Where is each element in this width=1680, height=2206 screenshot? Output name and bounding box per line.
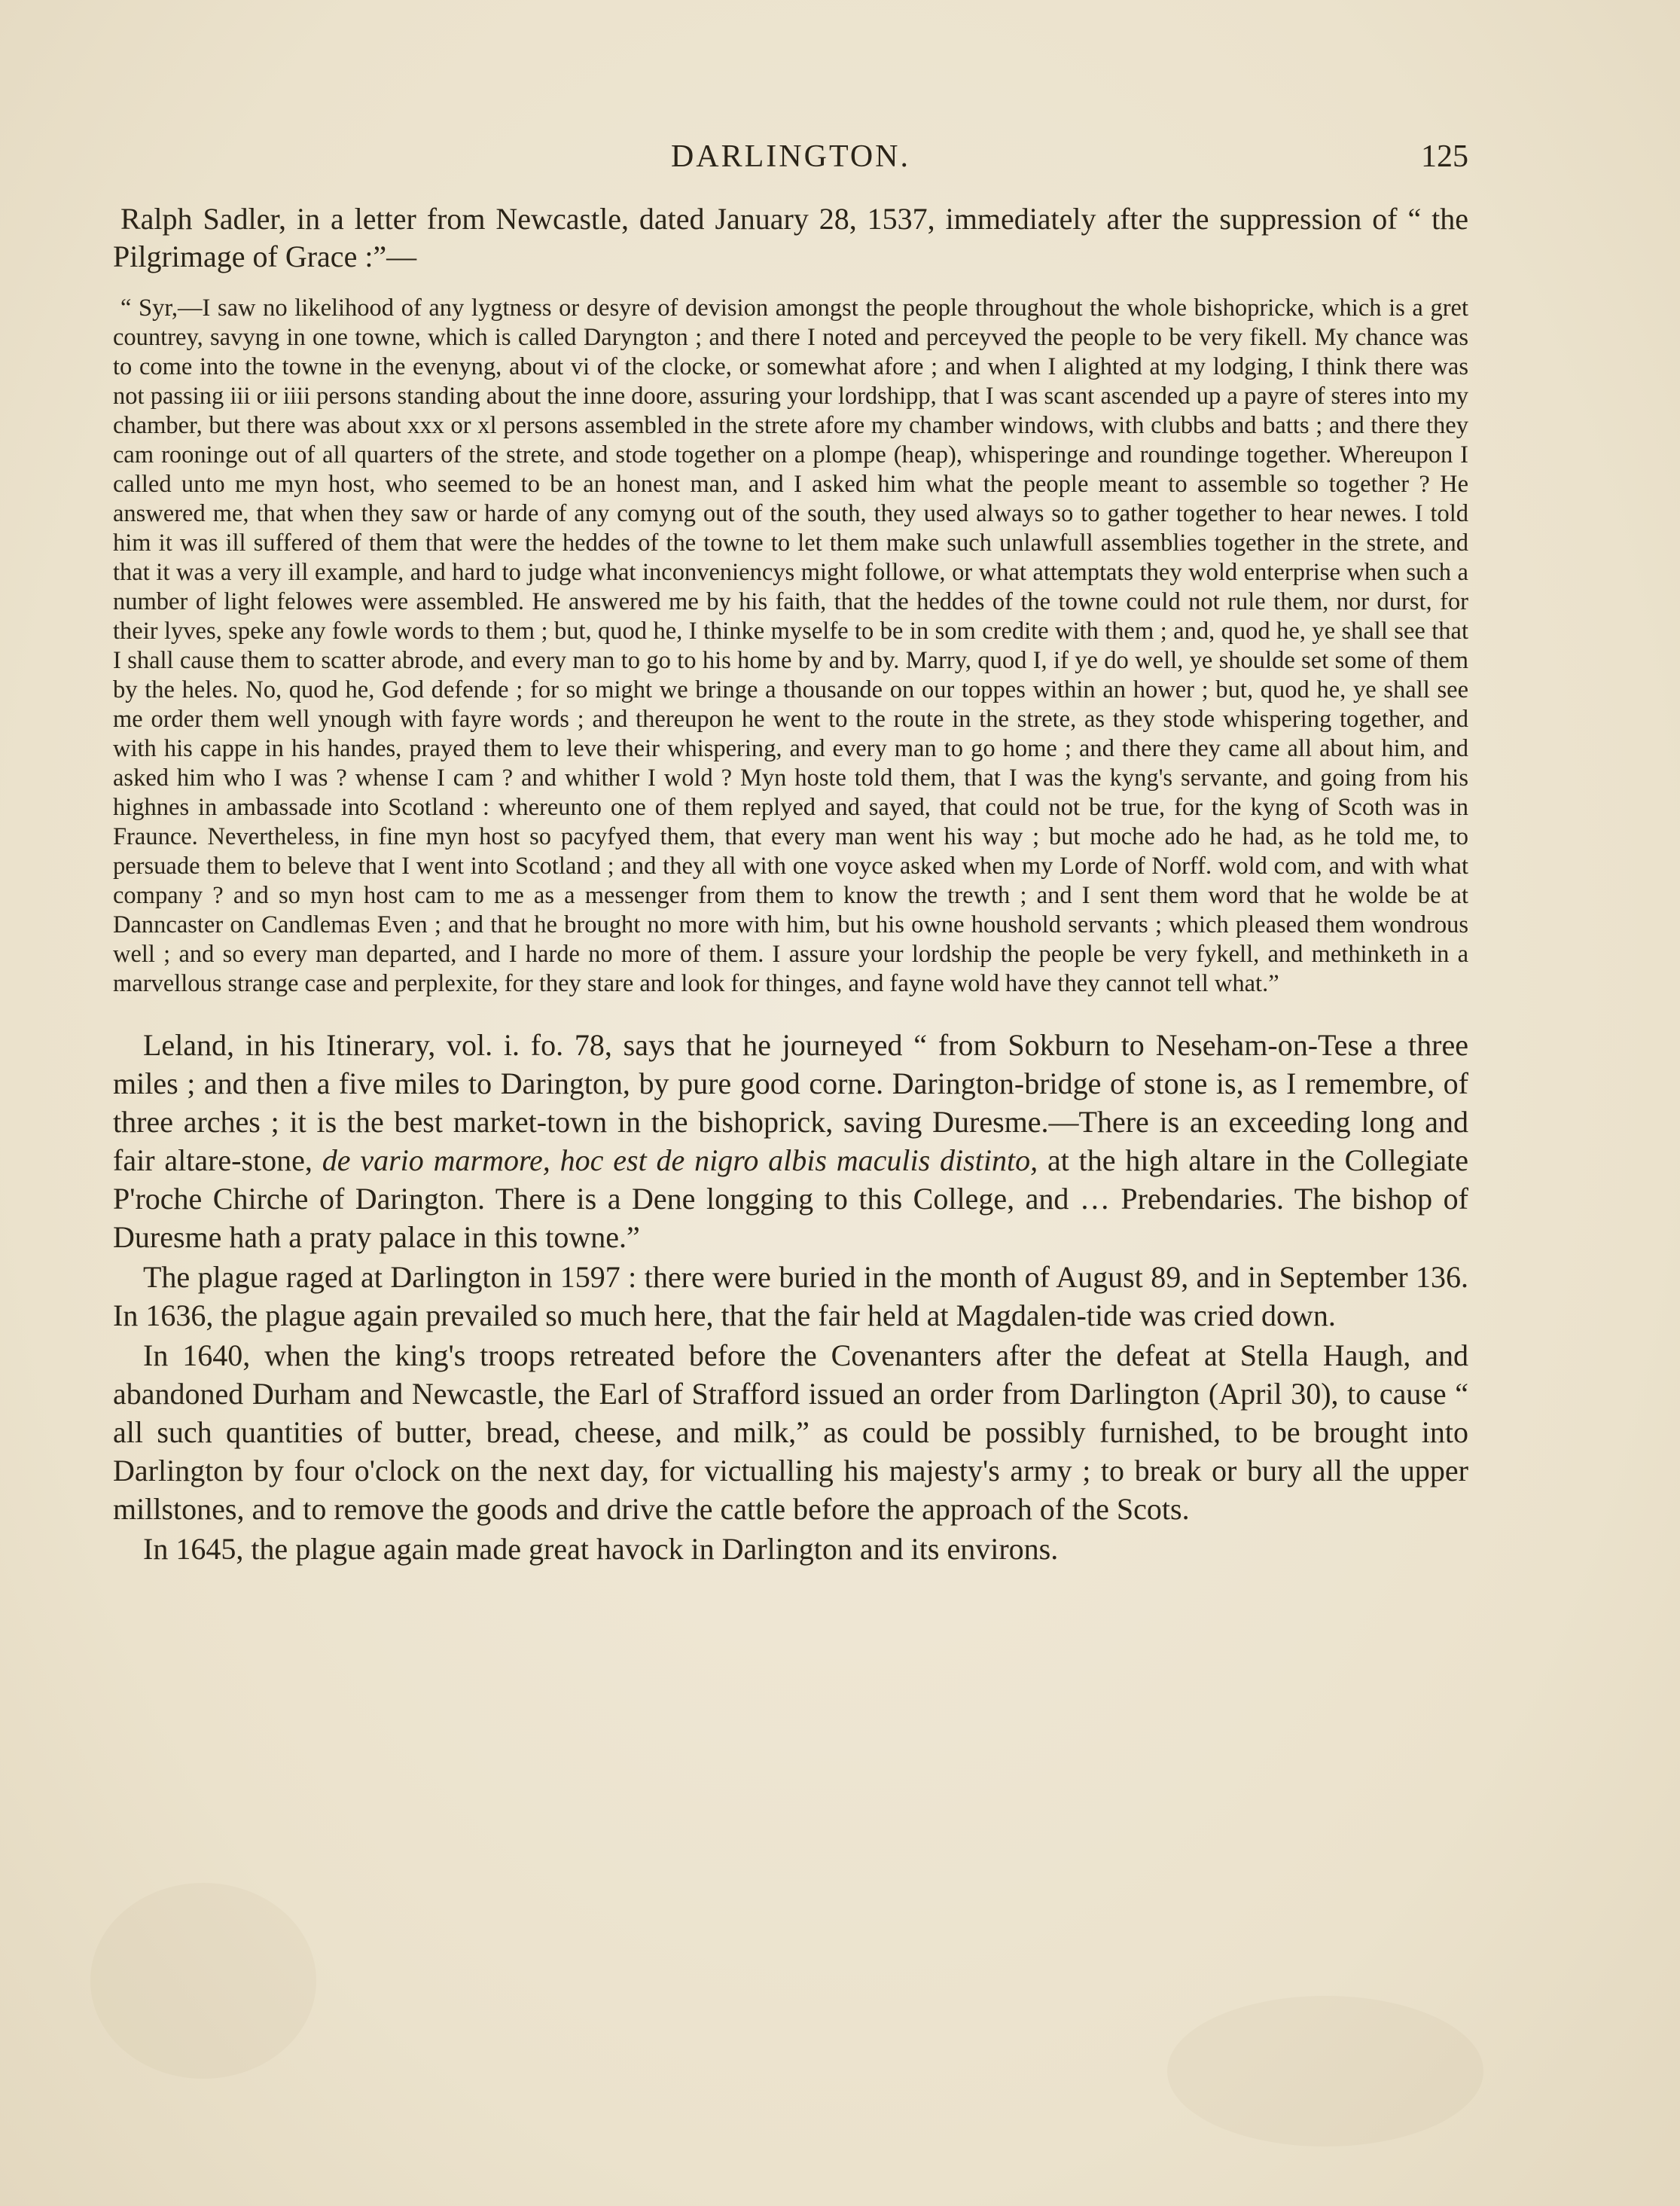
running-title: DARLINGTON. [670,139,911,174]
latin-phrase: de vario marmore, hoc est de nigro albis maculis distinto, [322,1143,1038,1177]
plague-1645-paragraph: In 1645, the plague again made great havock in Darlington and its environs. [143,1532,1059,1566]
page [113,136,1468,1570]
sadler-letter-quote: “ Syr,—I saw no likelihood of any lygtness or desyre of devision amongst the people throughout the whole bishopricke, which is a gret countrey, savyng in one towne, which is called Daryngton ; and there I noted and perceyved the people to be very fikell. My chance was to come into the towne in the evenyng, about vi of the clocke, or somewhat afore ; and when I alighted at my lodging, I think there was not passing iii or iiii persons standing about the inne doore, assuring your lordshipp, that I was scant ascended up a payre of steres into my chamber, but there was about xxx or xl persons assembled in the strete afore my chamber windows, with clubbs and batts ; and there they cam rooninge out of all quarters of the strete, and stode together on a plompe (heap), whisperinge and roundinge together. Whereupon I called unto me myn host, who seemed to be an honest man, and I asked him what the people meant to assemble so together ? He answered me, that when they saw or harde of any comyng out of the south, they used always so to gather together to hear newes. I told him it was ill suffered of them that were the heddes of the towne to let them make such unlawfull assemblies together in the strete, and that it was a very ill example, and hard to judge what inconveniencys might followe, or what attemptats they wold enterprise when such a number of light felowes were assembled. He answered me by his faith, that the heddes of the towne could not rule them, nor durst, for their lyves, speke any fowle words to them ; but, quod he, I thinke myselfe to be in som credite with them ; and, quod he, ye shall see that I shall cause them to scatter abrode, and every man to go to his home by and by. Marry, quod I, if ye do well, ye shoulde set some of them by the heles. No, quod he, God defende ; for so might we bringe a thousande on our toppes within an hower ; but, quod he, ye shall see me order them well ynough with fayre words ; and thereupon he went to the route in the strete, as they stode whispering together, and with his cappe in his handes, prayed them to leve their whispering, and every man to go home ; and there they came all about him, and asked him who I was ? whense I cam ? and whither I wold ? Myn hoste told them, that I was the kyng's servante, and going from his highnes in ambassade into Scotland : whereunto one of them replyed and sayed, that could not be true, for the kyng of Scoth was in Fraunce. Nevertheless, in fine myn host so pacyfyed them, that every man went his way ; but moche ado he had, as he told me, to persuade them to beleve that I went into Scotland ; and they all with one voyce asked when my Lorde of Norff. wold com, and with what company ? and so myn host cam to me as a messenger from them to know the trewth ; and I sent them word that he wolde be at Danncaster on Candlemas Even ; and that he brought no more with him, but his owne houshold servants ; which pleased them wondrous well ; and so every man departed, and I harde no more of them. I assure your lordship the people be very fykell, and methinketh in a marvellous strange case and perplexite, for they stare and look for thinges, and fayne wold have they cannot tell what.” [113,294,1468,997]
leland-paragraph [113,1026,1468,1256]
page-number: 125 [1421,139,1468,174]
leland-text-2: at the high altare in the Collegiate P'roche Chirche of Darington. There is a Dene longging to this College, and … Prebendaries. The bishop of Duresme hath a praty palace in this towne.” [113,1143,1469,1254]
plague-1597-paragraph: The plague raged at Darlington in 1597 : there were buried in the month of August 89, and in September 136. In 1636, the plague again prevailed so much here, that the fair held at Magdalen-tide was cried down. [113,1260,1468,1332]
leland-text-1: Leland, in his Itinerary, vol. i. fo. 78, says that he journeyed “ from Sokburn to Neseham-on-Tese a three miles ; and then a five miles to Darington, by pure good corne. Darington-bridge of stone is, as I remembre, of three arches ; it is the best market-town in the bishoprick, saving Duresme.—There is an exceeding long and fair altare-stone, [113,1028,1468,1177]
paper-stain [90,1883,316,2079]
paper-stain [1167,1996,1483,2147]
running-head [113,136,1468,188]
intro-paragraph: Ralph Sadler, in a letter from Newcastle, dated January 28, 1537, immediately after the suppression of “ the Pilgrimage of Grace :”— [113,202,1468,273]
covenanters-1640-paragraph: In 1640, when the king's troops retreated before the Covenanters after the defeat at Stella Haugh, and abandoned Durham and Newcastle, the Earl of Strafford issued an order from Darlington (April 30), to cause “ all such quantities of butter, bread, cheese, and milk,” as could be possibly furnished, to be brought into Darlington by four o'clock on the next day, for victualling his majesty's army ; to break or bury all the upper millstones, and to remove the goods and drive the cattle before the approach of the Scots. [113,1338,1468,1526]
